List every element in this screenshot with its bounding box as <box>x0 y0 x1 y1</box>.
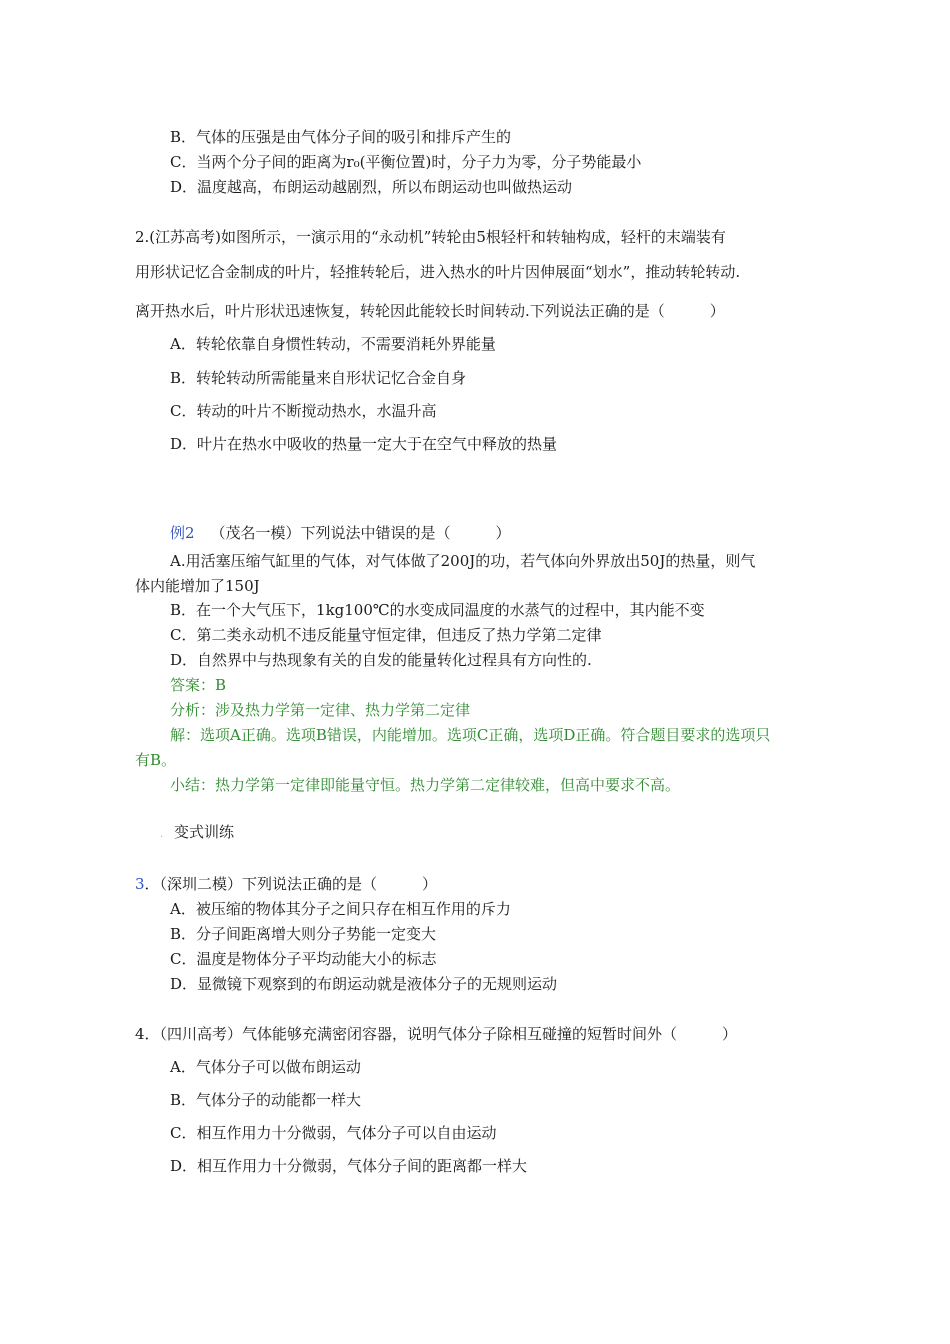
example2-option-d: D．自然界中与热现象有关的自发的能量转化过程具有方向性的. <box>170 651 592 669</box>
q2-option-c: C．转动的叶片不断搅动热水，水温升高 <box>170 402 437 420</box>
q4-option-c: C．相互作用力十分微弱，气体分子可以自由运动 <box>170 1124 497 1142</box>
example2-summary: 小结：热力学第一定律即能量守恒。热力学第二定律较难，但高中要求不高。 <box>170 776 681 794</box>
example2-option-b: B．在一个大气压下，1kg100℃的水变成同温度的水蒸气的过程中，其内能不变 <box>170 601 705 619</box>
q4-option-d: D．相互作用力十分微弱，气体分子间的距离都一样大 <box>170 1157 528 1175</box>
example2-answer: 答案：B <box>170 676 227 694</box>
bullet-mark: . <box>160 829 164 840</box>
q3-option-c: C．温度是物体分子平均动能大小的标志 <box>170 950 437 968</box>
q3-option-d: D．显微镜下观察到的布朗运动就是液体分子的无规则运动 <box>170 975 558 993</box>
q3-option-b: B．分子间距离增大则分子势能一定变大 <box>170 925 437 943</box>
example2-stem: （茂名一模）下列说法中错误的是（ ） <box>210 524 511 542</box>
q4-option-b: B．气体分子的动能都一样大 <box>170 1091 362 1109</box>
example2-label: 例2 <box>170 524 195 542</box>
q3-stem <box>135 874 437 894</box>
q2-stem-line2: 用形状记忆合金制成的叶片，轻推转轮后，进入热水的叶片因伸展面“划水”，推动转轮转动. <box>135 263 741 281</box>
variant-training-title: 变式训练 <box>173 823 234 841</box>
example2-solution-line1: 解：选项A正确。选项B错误，内能增加。选项C正确，选项D正确。符合题目要求的选项只 <box>170 726 771 744</box>
q1-option-c: C．当两个分子间的距离为r₀(平衡位置)时，分子力为零，分子势能最小 <box>170 153 642 171</box>
example2-analysis: 分析：涉及热力学第一定律、热力学第二定律 <box>170 701 471 719</box>
example2-option-c: C．第二类永动机不违反能量守恒定律，但违反了热力学第二定律 <box>170 626 602 644</box>
q4-stem: 4．（四川高考）气体能够充满密闭容器，说明气体分子除相互碰撞的短暂时间外（ ） <box>135 1025 738 1043</box>
q3-number: 3 <box>135 875 145 893</box>
q1-option-d: D．温度越高，布朗运动越剧烈，所以布朗运动也叫做热运动 <box>170 178 573 196</box>
example2-option-a-line1: A.用活塞压缩气缸里的气体，对气体做了200J的功，若气体向外界放出50J的热量，则气 <box>170 552 756 570</box>
q3-stem-text: ．（深圳二模）下列说法正确的是（ ） <box>144 875 438 893</box>
example2-solution-line2: 有B。 <box>135 751 177 769</box>
example2-header <box>170 523 511 543</box>
example2-option-a-line2: 体内能增加了150J <box>135 577 260 595</box>
q2-stem-line3: 离开热水后，叶片形状迅速恢复，转轮因此能较长时间转动.下列说法正确的是（ ） <box>135 302 725 320</box>
q4-option-a: A．气体分子可以做布朗运动 <box>170 1058 361 1076</box>
q2-option-b: B．转轮转动所需能量来自形状记忆合金自身 <box>170 369 467 387</box>
q2-option-d: D．叶片在热水中吸收的热量一定大于在空气中释放的热量 <box>170 435 558 453</box>
q1-option-b: B．气体的压强是由气体分子间的吸引和排斥产生的 <box>170 128 512 146</box>
q2-stem-line1: 2.(江苏高考)如图所示，一演示用的“永动机”转轮由5根轻杆和转轴构成，轻杆的末端装有 <box>135 228 726 246</box>
q2-option-a: A．转轮依靠自身惯性转动，不需要消耗外界能量 <box>170 335 496 353</box>
variant-training-heading <box>160 822 234 845</box>
q3-option-a: A．被压缩的物体其分子之间只存在相互作用的斥力 <box>170 900 511 918</box>
